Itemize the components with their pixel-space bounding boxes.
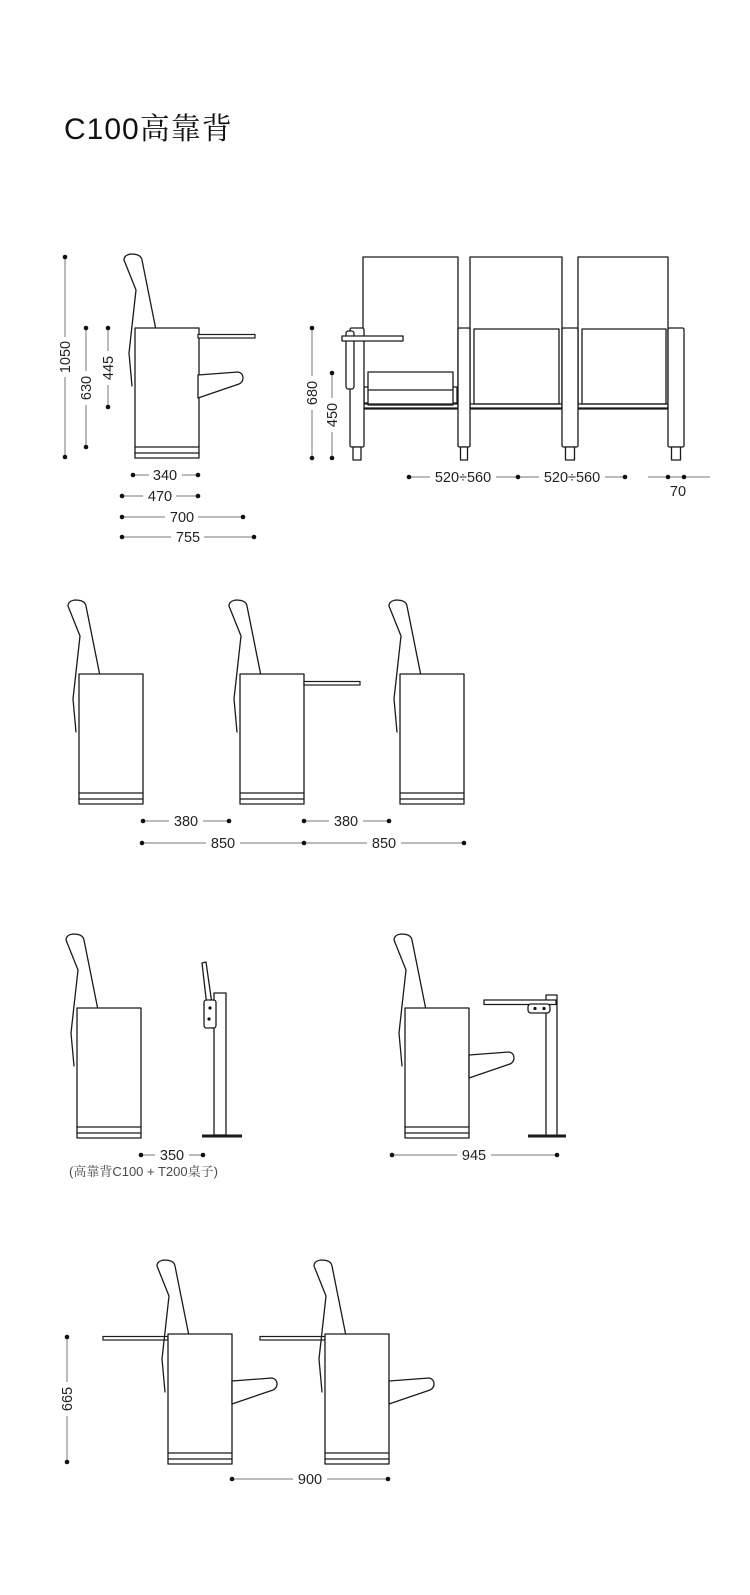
dim-seat-pitch-1: 520÷560 [434,470,492,486]
dim-leg-width: 70 [669,484,687,500]
dim-table-height: 665 [60,1386,76,1412]
dim-seat-height: 450 [325,402,341,428]
tablet-hinge [204,1000,216,1028]
armrest [469,1052,514,1078]
dim-depth-armrest: 700 [169,510,195,526]
dim-back-to-back-pitch: 900 [297,1472,323,1488]
dim-table-extended-span: 945 [461,1148,487,1164]
page-title: C100高靠背 [64,113,233,146]
table-stand-folded [202,962,242,1136]
leg-post-4 [668,328,684,447]
tablet-arm [103,1337,168,1341]
dim-seat-width: 340 [152,468,178,484]
back-cushion-2 [474,329,559,404]
armrest [232,1378,277,1404]
chair-side-glyph [157,1260,232,1464]
dim-armrest-height: 445 [101,355,117,381]
dim-seat-pitch-2: 520÷560 [543,470,601,486]
back-to-back-view [60,1260,435,1488]
tablet-top [342,336,403,341]
dim-table-folded-distance: 350 [159,1148,185,1164]
dim-row-pitch-1: 850 [210,836,236,852]
armrest [389,1378,434,1404]
dim-row-clearance-1: 380 [173,814,199,830]
tablet-hinge [528,1004,550,1013]
dim-row-pitch-2: 850 [371,836,397,852]
dim-overall-height: 1050 [58,340,74,374]
front-view-three-seats [342,257,684,460]
dim-row-clearance-2: 380 [333,814,359,830]
leg-post-3 [562,328,578,447]
figure-caption: (高靠背C100 + T200桌子) [69,1164,218,1179]
tablet-arm [260,1337,325,1341]
dim-front-height: 680 [305,380,321,406]
chair-side-glyph [229,600,304,804]
chair-side-glyph [124,254,255,458]
dim-body-width: 470 [147,489,173,505]
chair-side-glyph [66,934,141,1138]
dim-overall-depth: 755 [175,530,201,546]
folded-seat [368,372,453,405]
leg-post-2 [458,328,470,447]
chair-side-glyph [389,600,464,804]
chair-side-glyph [394,934,469,1138]
chair-side-glyph [314,1260,389,1464]
armrest [198,372,243,398]
dim-mid-height: 630 [79,375,95,401]
back-cushion-3 [582,329,666,404]
chair-side-glyph [68,600,143,804]
table-post [546,995,557,1136]
folded-table-view [66,934,242,1164]
side-view-single-seat [58,254,257,546]
tablet-arm [304,682,360,686]
tablet-arm [198,335,255,339]
row-spacing-view [68,600,466,852]
extended-table-view [390,934,566,1164]
